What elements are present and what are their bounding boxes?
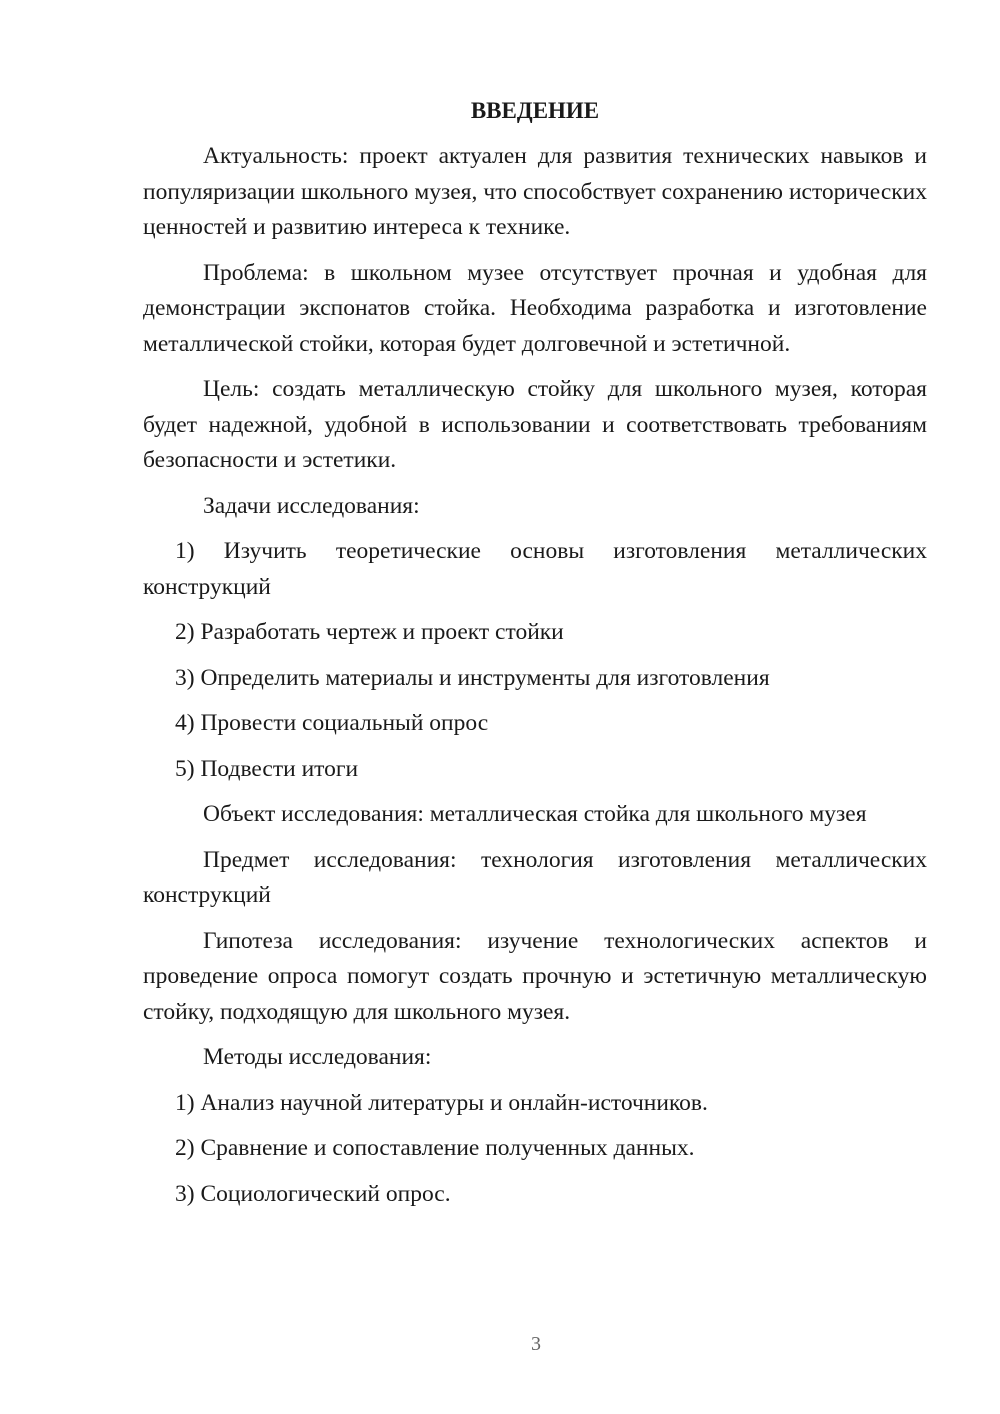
goal-paragraph: Цель: создать металлическую стойку для школьного музея, которая будет надежной, удобной в использовании и соответствовать требованиям безопасности и эстетики. <box>143 376 927 473</box>
method-item-3: 3) Социологический опрос. <box>175 1180 451 1207</box>
relevance-paragraph: Актуальность: проект актуален для развития технических навыков и популяризации школьного музея, что способствует сохранению исторических ценностей и развитию интереса к технике. <box>143 143 927 240</box>
task-item-5: 5) Подвести итоги <box>175 755 359 782</box>
page-title: ВВЕДЕНИЕ <box>470 98 600 123</box>
object-paragraph: Объект исследования: металлическая стойка для школьного музея <box>203 801 867 827</box>
task-item-4: 4) Провести социальный опрос <box>175 710 489 736</box>
problem-paragraph: Проблема: в школьном музее отсутствует прочная и удобная для демонстрации экспонатов стойка. Необходима разработка и изготовление металлической стойки, которая будет долговечной и эстетичной. <box>143 259 927 357</box>
page-content <box>143 94 927 1222</box>
task-item-2: 2) Разработать чертеж и проект стойки <box>175 619 564 645</box>
hypothesis-paragraph: Гипотеза исследования: изучение технологических аспектов и проведение опроса помогут создать прочную и эстетичную металлическую стойку, подходящую для школьного музея. <box>143 927 927 1025</box>
tasks-heading: Задачи исследования: <box>203 492 420 519</box>
task-item-1: 1) Изучить теоретические основы изготовления металлических конструкций <box>143 538 927 600</box>
subject-paragraph: Предмет исследования: технология изготовления металлических конструкций <box>143 846 927 908</box>
method-item-1: 1) Анализ научной литературы и онлайн-источников. <box>175 1089 708 1116</box>
method-item-2: 2) Сравнение и сопоставление полученных данных. <box>175 1135 695 1161</box>
methods-heading: Методы исследования: <box>203 1044 432 1070</box>
page-number: 3 <box>531 1333 541 1355</box>
task-item-3: 3) Определить материалы и инструменты для изготовления <box>175 664 770 691</box>
